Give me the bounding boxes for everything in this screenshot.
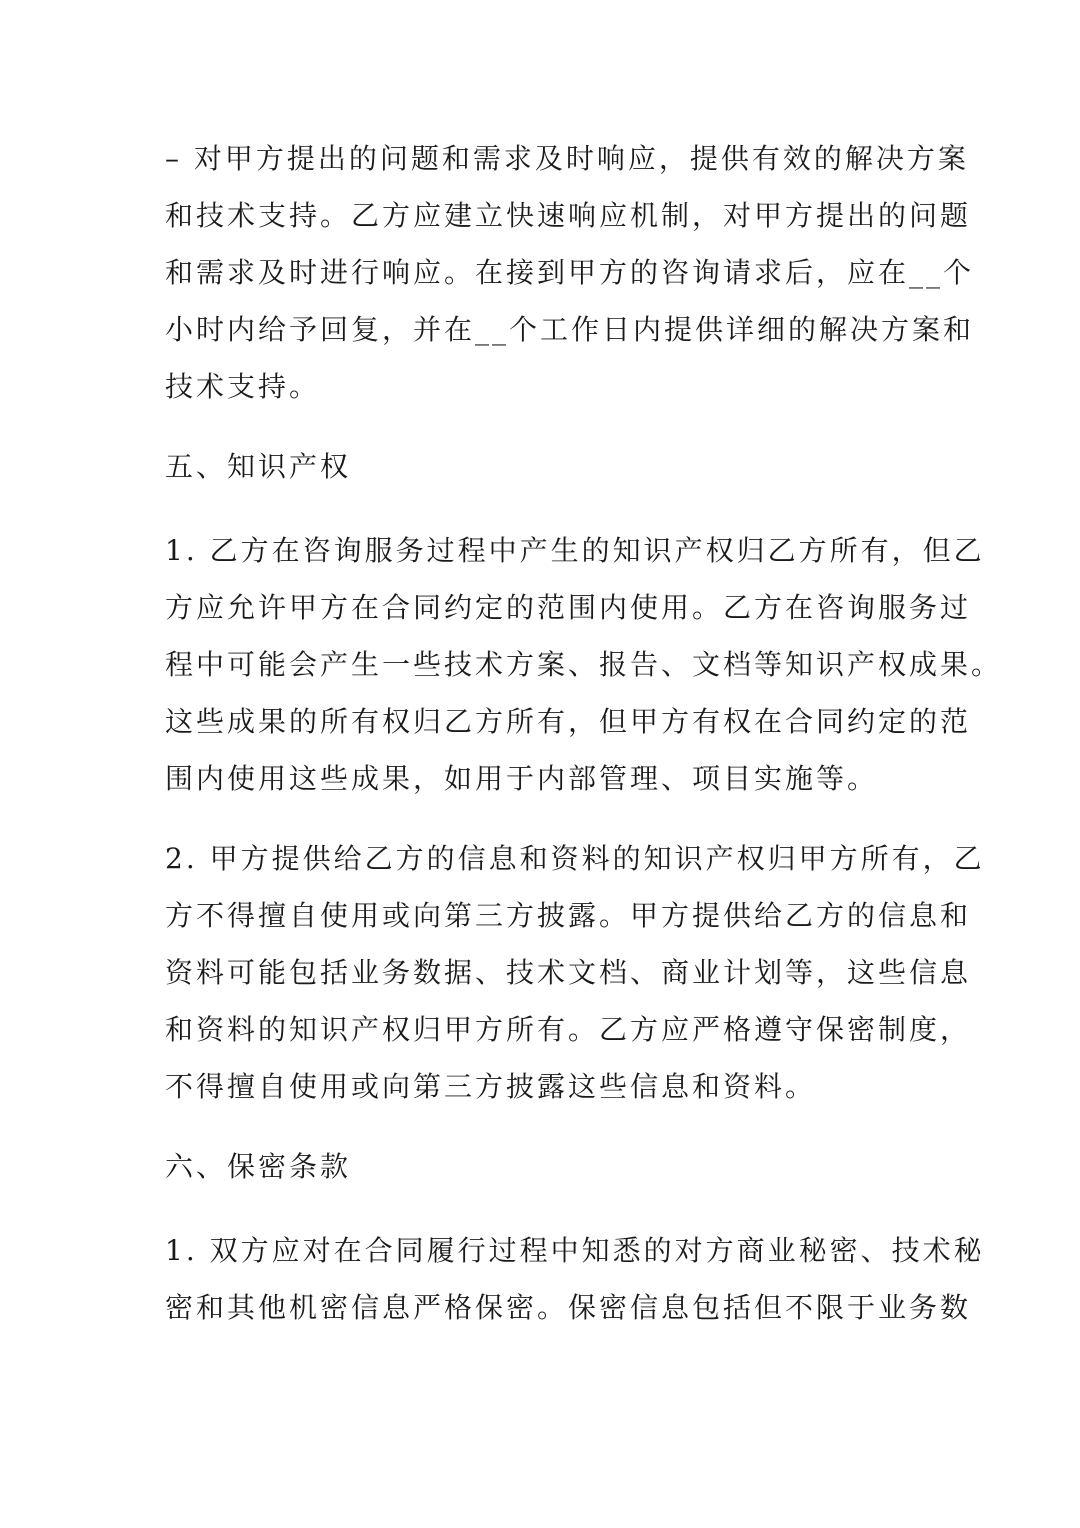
paragraph-ip-clause-2	[165, 830, 985, 1115]
text-line: 小时内给予回复，并在__个工作日内提供详细的解决方案和	[165, 313, 975, 346]
text-line: 1. 双方应对在合同履行过程中知悉的对方商业秘密、技术秘	[165, 1234, 985, 1267]
text-line: 和技术支持。乙方应建立快速响应机制，对甲方提出的问题	[165, 199, 972, 232]
text-line: 和资料的知识产权归甲方所有。乙方应严格遵守保密制度，	[165, 1013, 972, 1046]
text-line: 围内使用这些成果，如用于内部管理、项目实施等。	[165, 762, 879, 795]
text-line: 1. 乙方在咨询服务过程中产生的知识产权归乙方所有，但乙	[165, 534, 985, 567]
text-line: 方不得擅自使用或向第三方披露。甲方提供给乙方的信息和	[165, 899, 972, 932]
heading-text: 六、保密条款	[165, 1150, 352, 1183]
text-line: 技术支持。	[165, 370, 321, 403]
text-line: 这些成果的所有权归乙方所有，但甲方有权在合同约定的范	[165, 705, 972, 738]
heading-text: 五、知识产权	[165, 450, 352, 483]
text-line: 方应允许甲方在合同约定的范围内使用。乙方在咨询服务过	[165, 591, 972, 624]
text-line: 程中可能会产生一些技术方案、报告、文档等知识产权成果。	[165, 648, 1003, 681]
section-heading-confidentiality	[165, 1138, 925, 1195]
text-line: 2. 甲方提供给乙方的信息和资料的知识产权归甲方所有，乙	[165, 842, 985, 875]
text-line: – 对甲方提出的问题和需求及时响应，提供有效的解决方案	[165, 142, 969, 175]
paragraph-ip-clause-1	[165, 522, 1003, 807]
text-line: 资料可能包括业务数据、技术文档、商业计划等，这些信息	[165, 956, 972, 989]
text-line: 密和其他机密信息严格保密。保密信息包括但不限于业务数	[165, 1291, 972, 1324]
text-line: 不得擅自使用或向第三方披露这些信息和资料。	[165, 1070, 817, 1103]
section-heading-intellectual-property	[165, 438, 925, 495]
paragraph-confidentiality-clause-1	[165, 1222, 985, 1336]
paragraph-response-support	[165, 130, 975, 415]
text-line: 和需求及时进行响应。在接到甲方的咨询请求后，应在__个	[165, 256, 975, 289]
